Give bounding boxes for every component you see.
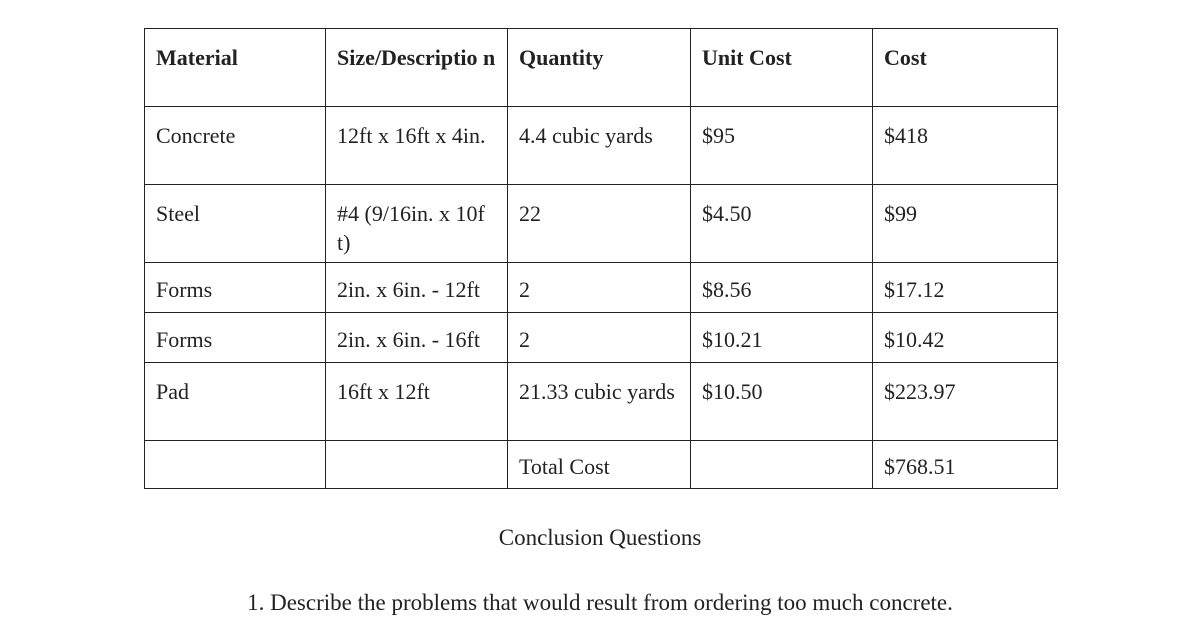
total-cost-label: Total Cost xyxy=(508,441,691,489)
question-1: 1. Describe the problems that would result from ordering too much concrete. xyxy=(247,590,953,615)
cutoff-text-line xyxy=(175,624,1025,630)
cell-quantity: 2 xyxy=(508,313,691,363)
table-row xyxy=(145,313,1058,363)
table-row xyxy=(145,263,1058,313)
cell-unit-cost: $10.50 xyxy=(691,363,873,441)
cell-size: 2in. x 6in. - 12ft xyxy=(326,263,508,313)
header-material: Material xyxy=(145,29,326,107)
cell-unit-cost: $4.50 xyxy=(691,185,873,263)
header-cost: Cost xyxy=(873,29,1058,107)
header-unit-cost: Unit Cost xyxy=(691,29,873,107)
cell-material: Forms xyxy=(145,263,326,313)
table-row xyxy=(145,185,1058,263)
cell-material: Pad xyxy=(145,363,326,441)
table-total-row xyxy=(145,441,1058,489)
cell-size: #4 (9/16in. x 10ft) xyxy=(326,185,508,263)
materials-cost-table xyxy=(144,28,1058,489)
header-size-description: Size/Descriptio n xyxy=(326,29,508,107)
cell-quantity: 4.4 cubic yards xyxy=(508,107,691,185)
cell-size: 2in. x 6in. - 16ft xyxy=(326,313,508,363)
cell-size: 12ft x 16ft x 4in. xyxy=(326,107,508,185)
table-row xyxy=(145,363,1058,441)
cell-material: Forms xyxy=(145,313,326,363)
cell-empty xyxy=(691,441,873,489)
cell-unit-cost: $10.21 xyxy=(691,313,873,363)
table-row xyxy=(145,107,1058,185)
header-quantity: Quantity xyxy=(508,29,691,107)
cell-size: 16ft x 12ft xyxy=(326,363,508,441)
cell-quantity: 21.33 cubic yards xyxy=(508,363,691,441)
cell-material: Concrete xyxy=(145,107,326,185)
cell-cost: $418 xyxy=(873,107,1058,185)
cell-cost: $17.12 xyxy=(873,263,1058,313)
cell-quantity: 2 xyxy=(508,263,691,313)
cell-quantity: 22 xyxy=(508,185,691,263)
cell-empty xyxy=(145,441,326,489)
cell-empty xyxy=(326,441,508,489)
table-header-row xyxy=(145,29,1058,107)
cell-cost: $99 xyxy=(873,185,1058,263)
cell-cost: $223.97 xyxy=(873,363,1058,441)
conclusion-heading: Conclusion Questions xyxy=(498,525,702,550)
cell-unit-cost: $95 xyxy=(691,107,873,185)
cell-material: Steel xyxy=(145,185,326,263)
total-cost-value: $768.51 xyxy=(873,441,1058,489)
cell-unit-cost: $8.56 xyxy=(691,263,873,313)
cell-cost: $10.42 xyxy=(873,313,1058,363)
